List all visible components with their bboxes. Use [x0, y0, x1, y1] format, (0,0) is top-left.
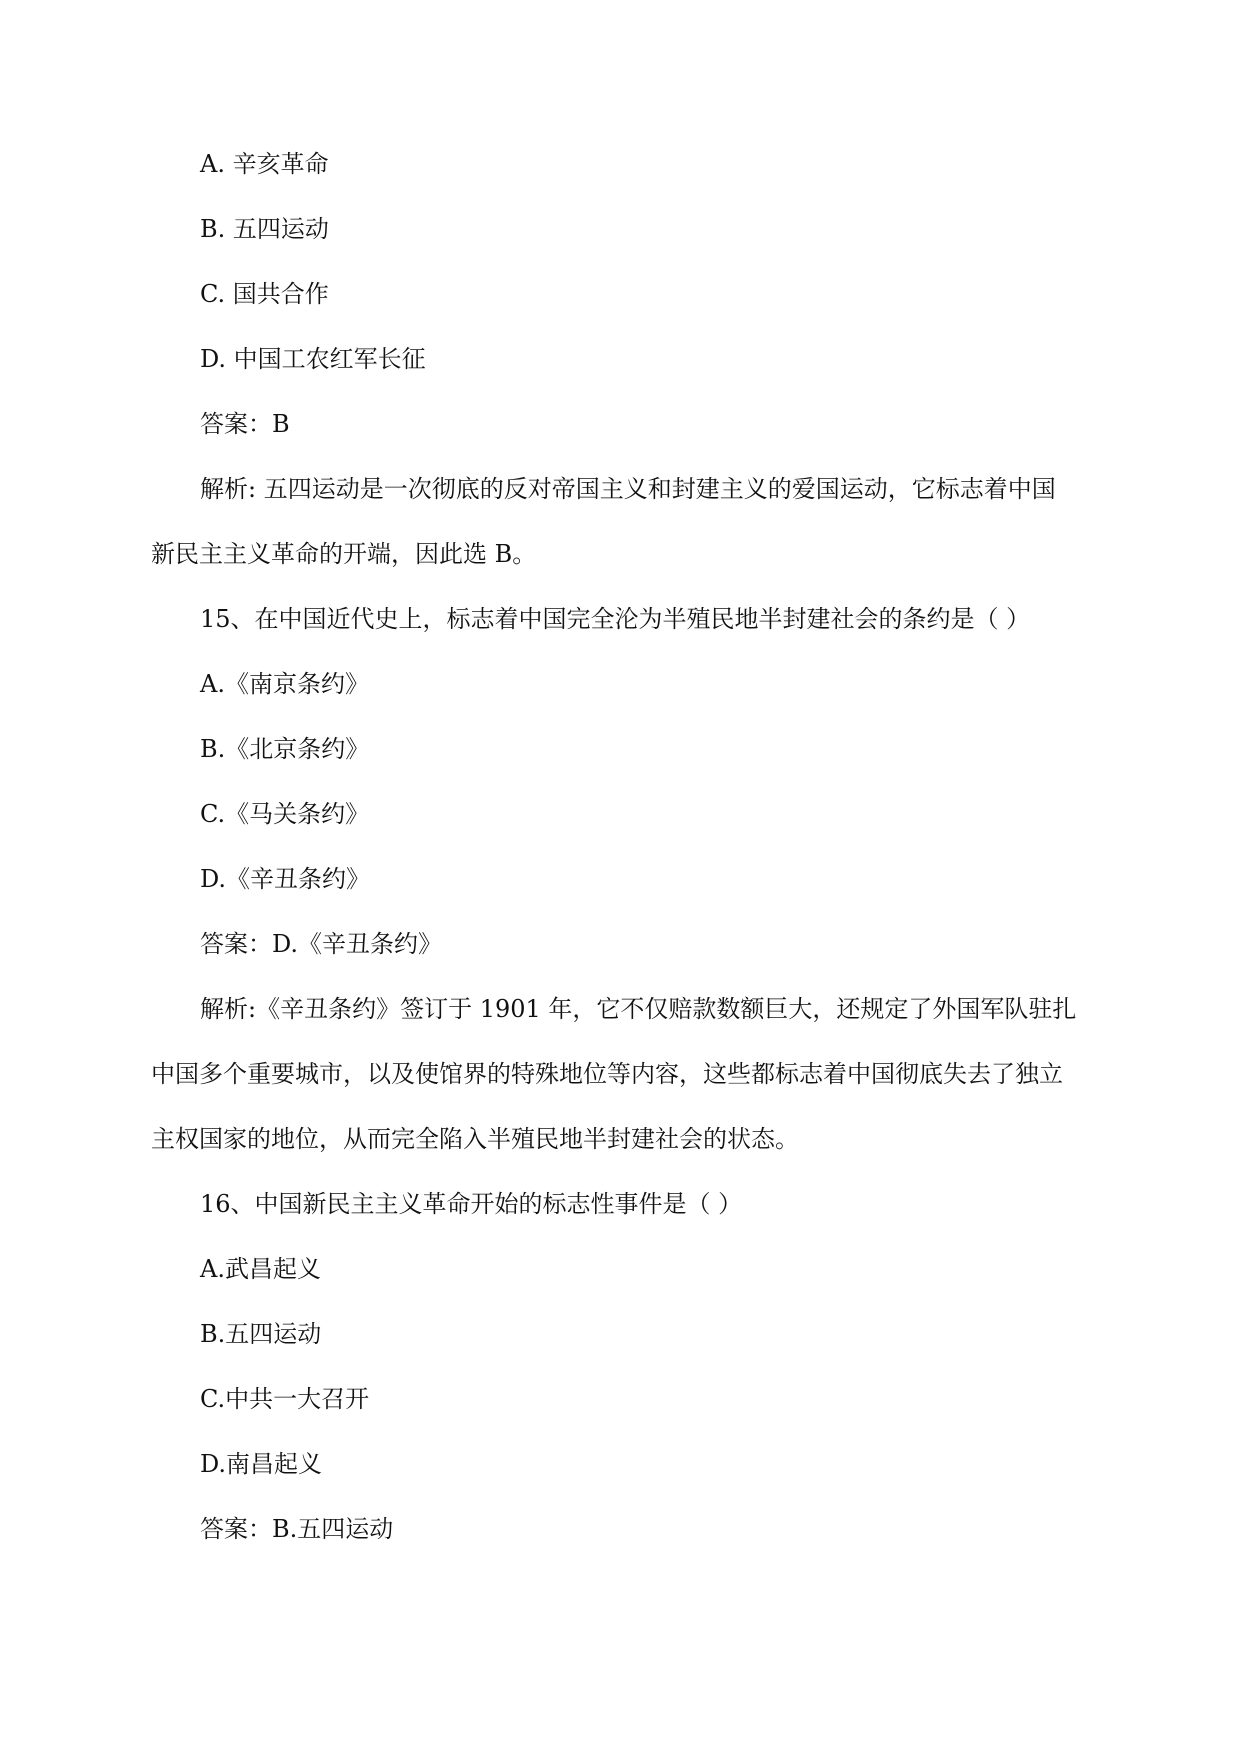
- q16-option-b: B.五四运动: [200, 1320, 322, 1348]
- q15-explanation-line-3: 主权国家的地位，从而完全陷入半殖民地半封建社会的状态。: [151, 1125, 799, 1153]
- q15-option-b: B.《北京条约》: [200, 735, 370, 763]
- q16-option-a: A.武昌起义: [200, 1255, 321, 1283]
- q15-question: 15、在中国近代史上，标志着中国完全沦为半殖民地半封建社会的条约是（ ）: [200, 605, 1031, 633]
- q15-option-c: C.《马关条约》: [200, 800, 370, 828]
- q14-option-b: B. 五四运动: [200, 215, 329, 243]
- q15-option-a: A.《南京条约》: [200, 670, 369, 698]
- q14-answer: 答案：B: [200, 410, 290, 438]
- q16-option-d: D.南昌起义: [200, 1450, 323, 1478]
- q15-option-d: D.《辛丑条约》: [200, 865, 371, 893]
- q15-explanation-line-2: 中国多个重要城市，以及使馆界的特殊地位等内容，这些都标志着中国彻底失去了独立: [151, 1060, 1063, 1088]
- q14-explanation-line-2: 新民主主义革命的开端，因此选 B。: [151, 540, 537, 568]
- q14-explanation-line-1: 解析: 五四运动是一次彻底的反对帝国主义和封建主义的爱国运动，它标志着中国: [200, 475, 1056, 503]
- q16-question: 16、中国新民主主义革命开始的标志性事件是（ ）: [200, 1190, 743, 1218]
- q15-explanation-line-1: 解析:《辛丑条约》签订于 1901 年，它不仅赔款数额巨大，还规定了外国军队驻扎: [200, 995, 1077, 1023]
- q14-option-a: A. 辛亥革命: [200, 150, 329, 178]
- q14-option-d: D. 中国工农红军长征: [200, 345, 426, 373]
- q16-option-c: C.中共一大召开: [200, 1385, 370, 1413]
- q16-answer: 答案：B.五四运动: [200, 1515, 394, 1543]
- q15-answer: 答案：D.《辛丑条约》: [200, 930, 443, 958]
- q14-option-c: C. 国共合作: [200, 280, 329, 308]
